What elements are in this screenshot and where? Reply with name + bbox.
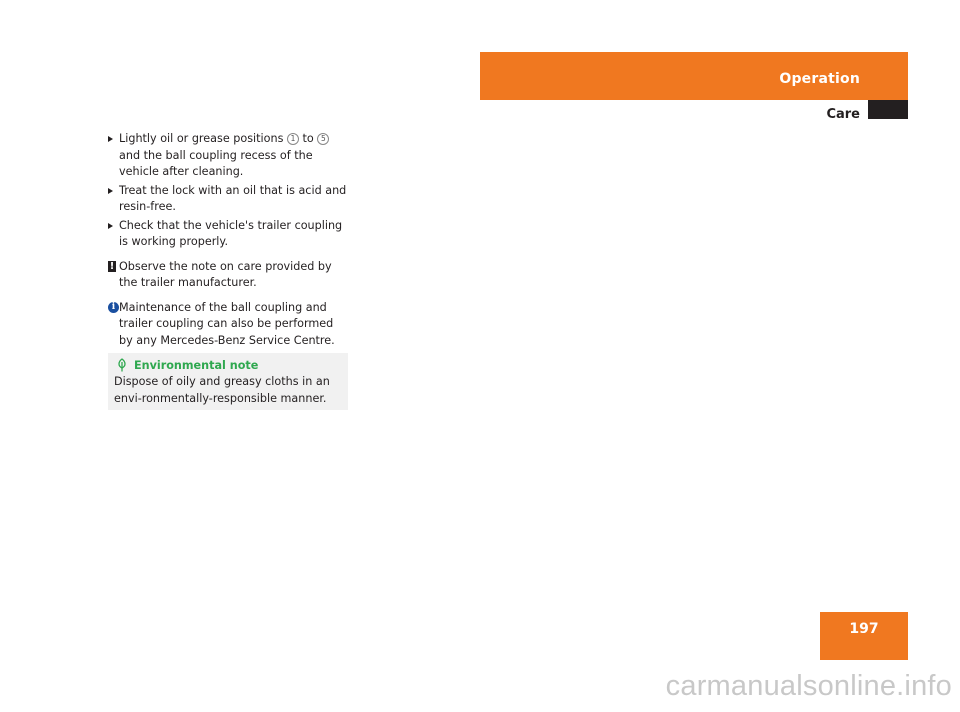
step-item: [108, 218, 348, 251]
step-item: [108, 183, 348, 216]
watermark: carmanualsonline.info: [665, 670, 952, 702]
main-content: [108, 131, 348, 349]
step-text-post: and the ball coupling recess of the vehicle after cleaning.: [119, 148, 313, 178]
info-text: Maintenance of the ball coupling and trailer coupling can also be performed by any Mercedes-Benz Service Centre.: [119, 300, 335, 347]
step-text-pre: Lightly oil or grease positions: [119, 132, 287, 145]
info-note: [108, 300, 348, 350]
step-text: Treat the lock with an oil that is acid and resin-free.: [119, 183, 347, 213]
arrow-bullet-icon: [108, 136, 113, 142]
step-item: [108, 131, 348, 181]
step-text-mid: to: [298, 132, 318, 145]
info-icon: i: [108, 302, 119, 313]
environmental-note-title: Environmental note: [134, 359, 259, 372]
position-5-icon: 5: [317, 133, 329, 145]
warning-icon: !: [109, 260, 115, 272]
warning-text: Observe the note on care provided by the trailer manufacturer.: [119, 259, 332, 289]
subsection-marker: [868, 100, 908, 119]
environmental-note-box: [108, 353, 348, 410]
arrow-bullet-icon: [108, 188, 113, 194]
environmental-note-heading: [116, 358, 258, 372]
arrow-bullet-icon: [108, 223, 113, 229]
section-header-tab: [480, 52, 908, 100]
page-number: 197: [849, 621, 879, 637]
step-text: Check that the vehicle's trailer coupling is working properly.: [119, 218, 343, 248]
subsection-title: Care: [826, 107, 860, 122]
warning-note: [108, 259, 348, 292]
environmental-note-text: Dispose of oily and greasy cloths in an envi-ronmentally-responsible manner.: [114, 375, 330, 405]
section-title: Operation: [779, 71, 860, 87]
leaf-icon: [116, 358, 128, 372]
page-number-tab: [820, 612, 908, 660]
position-1-icon: 1: [287, 133, 299, 145]
